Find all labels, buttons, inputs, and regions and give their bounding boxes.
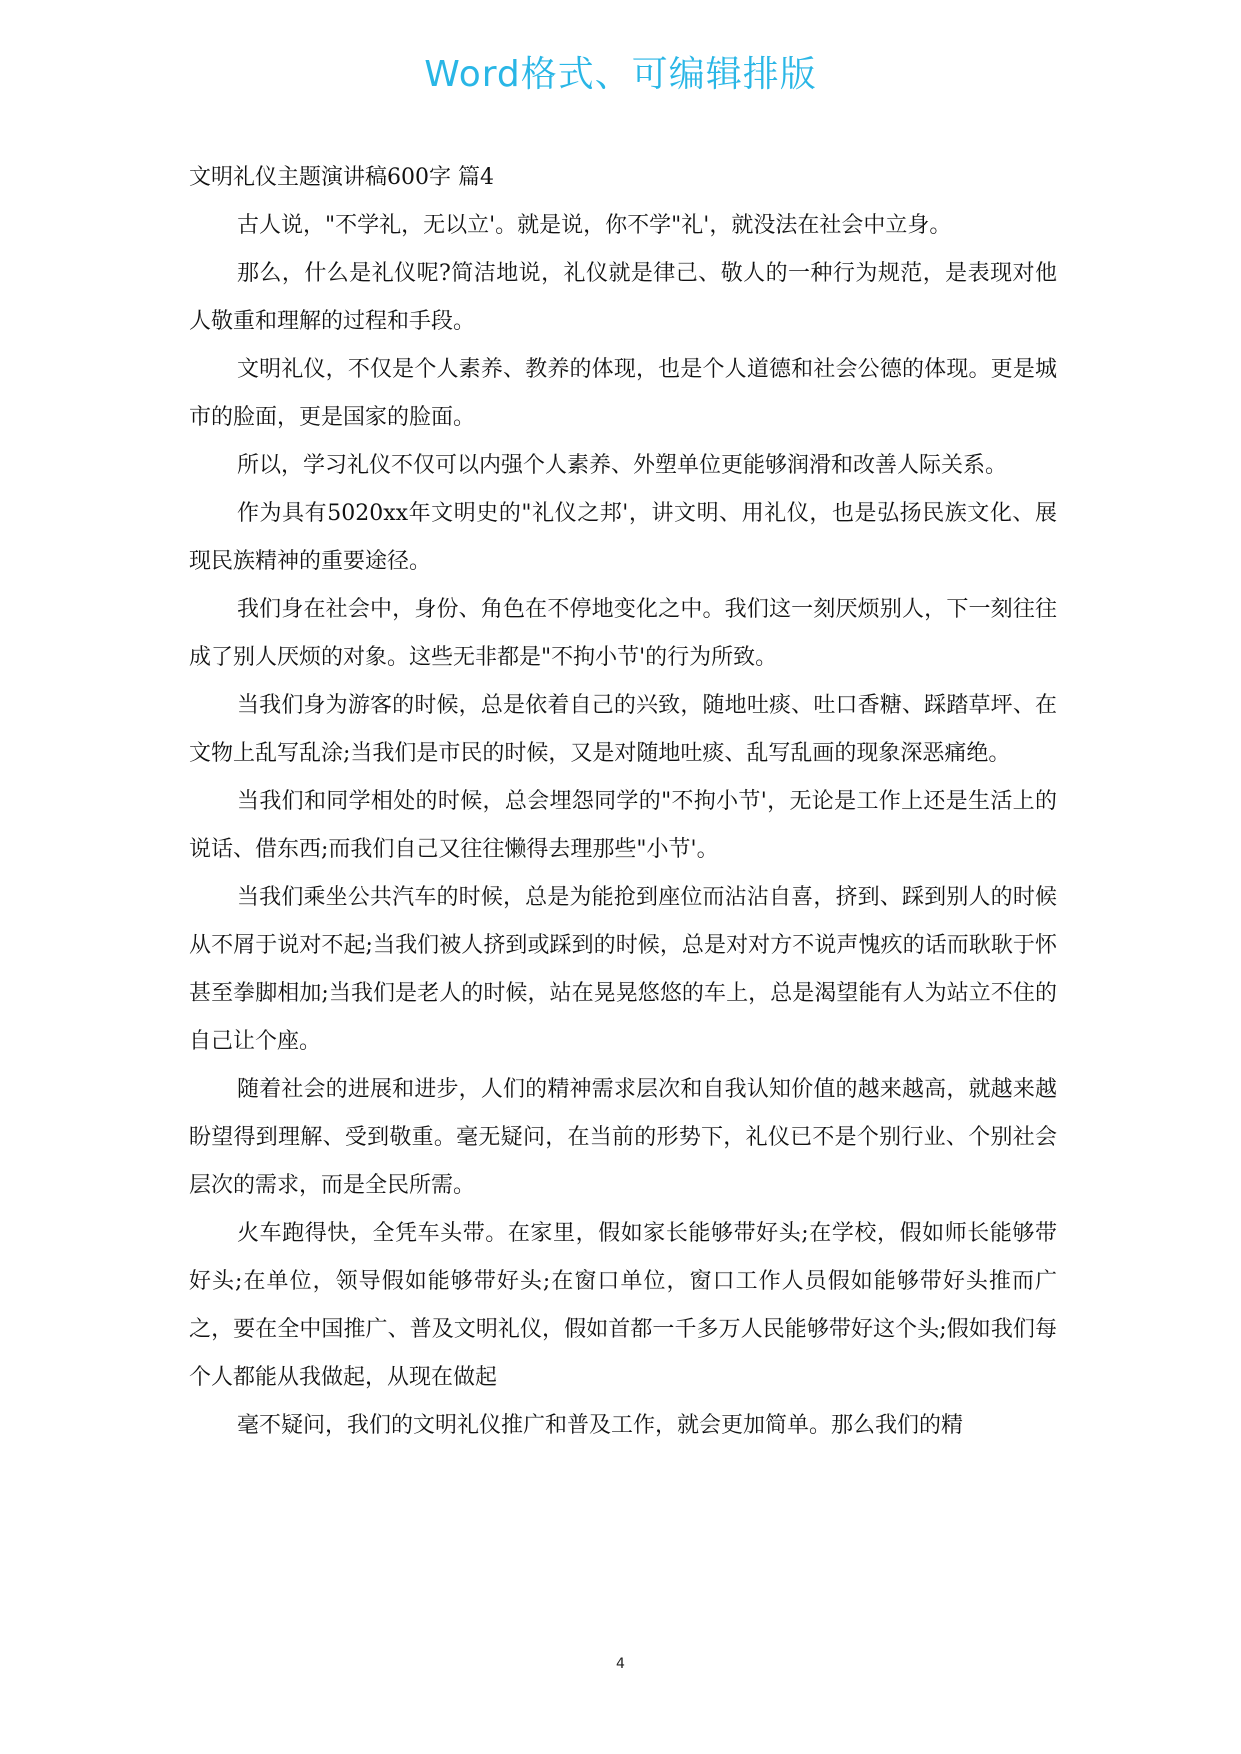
paragraph: 文明礼仪，不仅是个人素养、教养的体现，也是个人道德和社会公德的体现。更是城市的脸面，更是国家的脸面。 (189, 357, 1057, 430)
paragraph: 所以，学习礼仪不仅可以内强个人素养、外塑单位更能够润滑和改善人际关系。 (237, 453, 1008, 478)
paragraph: 随着社会的进展和进步，人们的精神需求层次和自我认知价值的越来越高，就越来越盼望得到理解、受到敬重。毫无疑问，在当前的形势下，礼仪已不是个别行业、个别社会层次的需求，而是全民所需。 (189, 1077, 1057, 1198)
paragraph: 我们身在社会中，身份、角色在不停地变化之中。我们这一刻厌烦别人，下一刻往往成了别人厌烦的对象。这些无非都是"不拘小节'的行为所致。 (189, 597, 1057, 670)
page-header: Word格式、可编辑排版 (424, 54, 817, 95)
paragraph: 火车跑得快，全凭车头带。在家里，假如家长能够带好头;在学校，假如师长能够带好头;在单位，领导假如能够带好头;在窗口单位，窗口工作人员假如能够带好头推而广之，要在全中国推广、普及文明礼仪，假如首都一千多万人民能够带好这个头;假如我们每个人都能从我做起，从现在做起 (189, 1221, 1057, 1390)
paragraph: 当我们乘坐公共汽车的时候，总是为能抢到座位而沾沾自喜，挤到、踩到别人的时候从不屑于说对不起;当我们被人挤到或踩到的时候，总是对对方不说声愧疚的话而耿耿于怀甚至拳脚相加;当我们是老人的时候，站在晃晃悠悠的车上，总是渴望能有人为站立不住的自己让个座。 (189, 885, 1057, 1054)
paragraph: 作为具有5020xx年文明史的"礼仪之邦'，讲文明、用礼仪，也是弘扬民族文化、展现民族精神的重要途径。 (189, 501, 1057, 574)
document-title: 文明礼仪主题演讲稿600字 篇4 (189, 165, 494, 190)
paragraph: 当我们身为游客的时候，总是依着自己的兴致，随地吐痰、吐口香糖、踩踏草坪、在文物上乱写乱涂;当我们是市民的时候，又是对随地吐痰、乱写乱画的现象深恶痛绝。 (189, 693, 1057, 766)
paragraph: 毫不疑问，我们的文明礼仪推广和普及工作，就会更加简单。那么我们的精 (237, 1413, 964, 1438)
page-number: 4 (616, 1656, 625, 1672)
paragraph: 那么，什么是礼仪呢?简洁地说，礼仪就是律己、敬人的一种行为规范，是表现对他人敬重和理解的过程和手段。 (189, 261, 1057, 334)
paragraph: 当我们和同学相处的时候，总会埋怨同学的"不拘小节'，无论是工作上还是生活上的说话、借东西;而我们自己又往往懒得去理那些"小节'。 (189, 789, 1057, 862)
paragraph: 古人说，"不学礼，无以立'。就是说，你不学"礼'，就没法在社会中立身。 (237, 213, 952, 238)
document-body (189, 154, 1057, 1450)
